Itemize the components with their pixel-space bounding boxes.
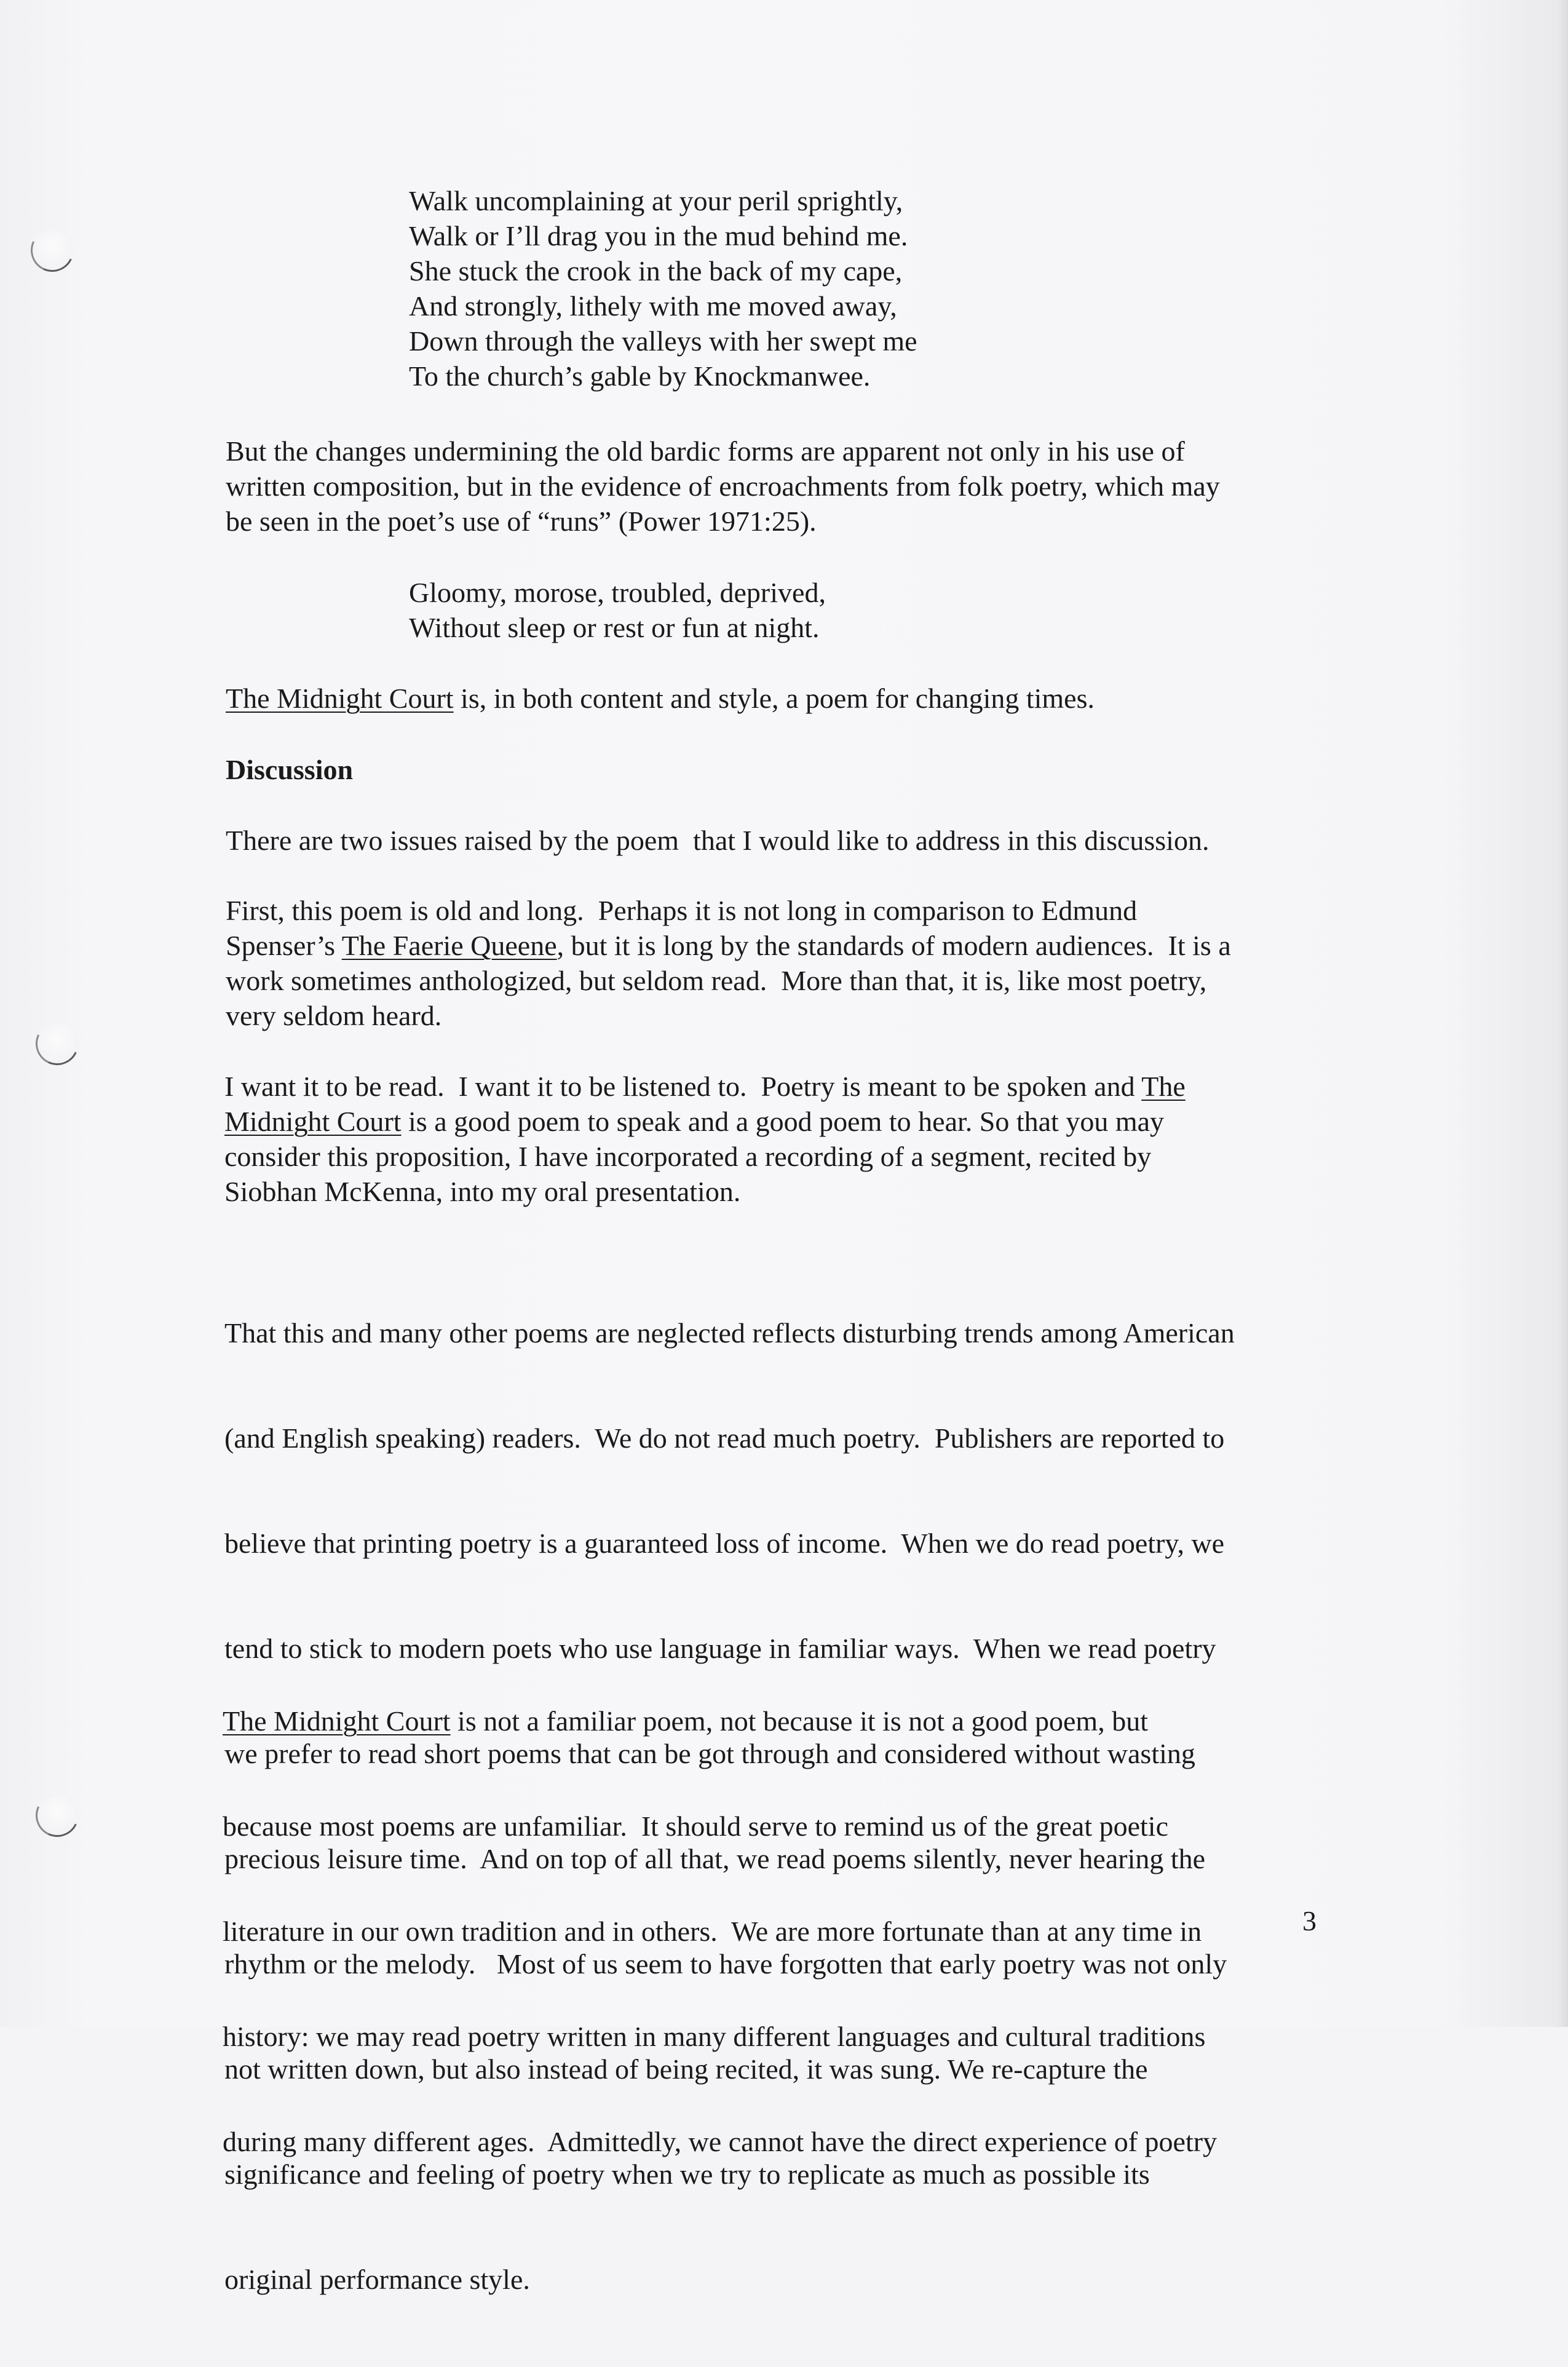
paragraph-unfamiliar-poem [223,1633,1217,2229]
paragraph-line [226,928,1231,963]
paragraph-line [226,681,1095,716]
paragraph-line: significance and feeling of poetry when we try to replicate as much as possible its [224,2159,1150,2190]
poem-line: Gloomy, morose, troubled, deprived, [409,577,826,608]
paragraph-line: Siobhan McKenna, into my oral presentation. [224,1176,741,1207]
poem-line: Walk or I’ll drag you in the mud behind me. [409,220,908,252]
paragraph-line: There are two issues raised by the poem that I would like to address in this discussion. [226,825,1210,856]
paragraph-old-and-long [226,893,1231,1033]
paragraph-line: consider this proposition, I have incorporated a recording of a segment, recited by [224,1141,1152,1172]
paragraph-line: written composition, but in the evidence of encroachments from folk poetry, which may [226,470,1220,502]
poem-excerpt-2 [409,575,826,645]
paragraph-two-issues [226,823,1209,858]
paragraph-line: we prefer to read short poems that can be got through and considered without wasting [224,1738,1195,1769]
paragraph-line: because most poems are unfamiliar. It should serve to remind us of the great poetic [223,1810,1168,1842]
text-segment: I want it to be read. I want it to be listened to. Poetry is meant to be spoken and [224,1071,1142,1102]
text-segment: is not a familiar poem, not because it is not a good poem, but [450,1705,1148,1737]
paragraph-line: rhythm or the melody. Most of us seem to have forgotten that early poetry was not only [224,1948,1227,1980]
paragraph-line: tend to stick to modern poets who use language in familiar ways. When we read poetry [224,1633,1216,1664]
work-title: Midnight Court [224,1106,402,1137]
poem-line: Down through the valleys with her swept me [409,325,917,357]
section-heading: Discussion [226,754,354,785]
paragraph-line: history: we may read poetry written in many different languages and cultural traditions [223,2021,1206,2052]
page-edge-shadow [1557,0,1568,2027]
paragraph-line: precious leisure time. And on top of all that, we read poems silently, never hearing the [224,1843,1206,1874]
paragraph-line: First, this poem is old and long. Perhaps it is not long in comparison to Edmund [226,895,1138,926]
page-number: 3 [1302,1905,1317,1937]
punch-hole-bottom [30,1788,85,1843]
poem-line: Without sleep or rest or fun at night. [409,612,820,643]
poem-line: And strongly, lithely with me moved away, [409,290,897,322]
paragraph-line: very seldom heard. [226,1000,442,1031]
poem-line: Walk uncomplaining at your peril sprightly, [409,185,903,216]
text-segment: is a good poem to speak and a good poem to hear. So that you may [401,1106,1165,1137]
work-title: The Midnight Court [226,683,454,714]
paragraph-line: That this and many other poems are neglected reflects disturbing trends among American [224,1317,1235,1349]
work-title: The Faerie Queene [341,930,557,961]
text-segment: Spenser’s [226,930,342,961]
paragraph-line: not written down, but also instead of being recited, it was sung. We re-capture the [224,2053,1148,2085]
work-title: The [1141,1071,1186,1102]
paragraph-line [224,1069,1186,1104]
paragraph-line: original performance style. [224,2264,530,2295]
text-segment: , but it is long by the standards of modern audiences. It is a [556,930,1231,961]
paragraph-read-and-listen [224,1069,1186,1209]
punch-hole-middle [30,1016,85,1071]
paragraph-line: be seen in the poet’s use of “runs” (Power 1971:25). [226,506,817,537]
poem-line: To the church’s gable by Knockmanwee. [409,360,871,392]
punch-hole-top [25,223,80,278]
paragraph-line: But the changes undermining the old bardic forms are apparent not only in his use of [226,435,1185,467]
work-title: The Midnight Court [223,1705,451,1737]
paragraph-bardic-forms [226,434,1220,539]
paragraph-line: work sometimes anthologized, but seldom read. More than that, it is, like most poetry, [226,965,1207,996]
poem-line: She stuck the crook in the back of my cape, [409,255,903,287]
paragraph-line: believe that printing poetry is a guaranteed loss of income. When we do read poetry, we [224,1528,1225,1559]
paragraph-line: literature in our own tradition and in others. We are more fortunate than at any time in [223,1916,1202,1947]
paragraph-line: during many different ages. Admittedly, we cannot have the direct experience of poetry [223,2126,1218,2157]
paragraph-line [224,1104,1186,1139]
text-segment: is, in both content and style, a poem for changing times. [453,683,1095,714]
paragraph-line [223,1703,1217,1739]
paragraph-changing-times [226,681,1095,716]
poem-excerpt-1 [409,183,917,394]
paragraph-line: (and English speaking) readers. We do not read much poetry. Publishers are reported to [224,1422,1225,1454]
